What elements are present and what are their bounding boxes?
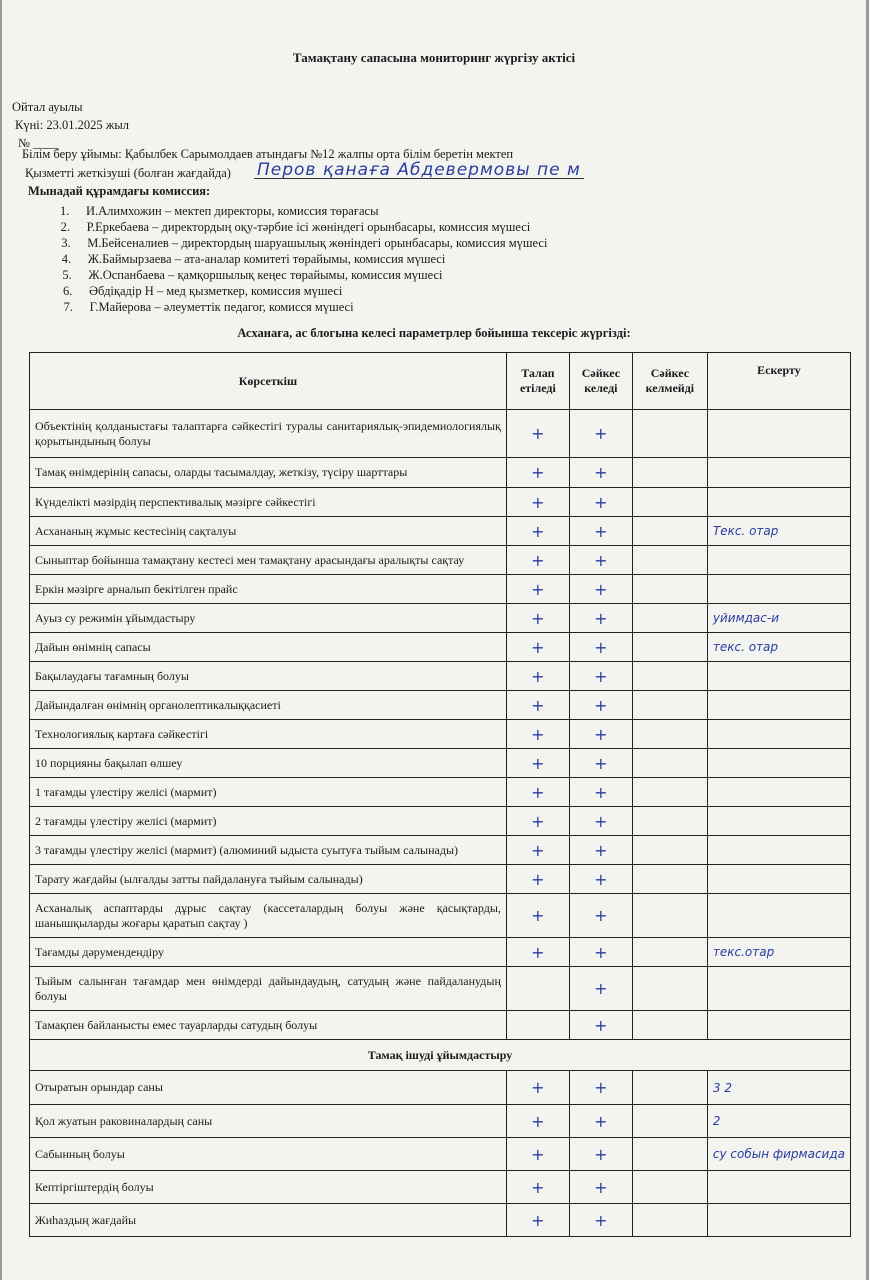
table-row [30,546,851,575]
member-text: Г.Майерова – әлеуметтік педагог, комисся мүшесі [89,300,354,314]
table-row [30,633,851,662]
required-cell: + [506,458,569,488]
provider-handwritten: Перов қанаға Абдевермовы пе м [257,160,581,180]
indicator-cell: Еркін мәзірге арналып бекітілген прайс [30,575,507,604]
required-cell [506,1011,569,1040]
note-cell: текс.отар [707,938,850,967]
note-cell [707,807,850,836]
indicator-cell: Асхананың жұмыс кестесінің сақталуы [30,517,507,546]
commission-member [60,299,547,315]
not-complies-cell [632,938,707,967]
required-cell: + [506,1071,569,1105]
member-number: 3. [61,236,71,250]
table-header-row [30,353,851,410]
note-cell [707,894,850,938]
not-complies-cell [632,458,707,488]
required-cell: + [506,691,569,720]
note-cell [707,410,850,458]
note-cell: уйимдас-и [707,604,850,633]
member-number: 4. [61,252,72,266]
note-cell [707,865,850,894]
note-cell [707,778,850,807]
indicator-cell: Тамақ өнімдерінің сапасы, оларды тасымалдау, жеткізу, түсіру шарттары [30,458,507,488]
not-complies-cell [632,633,707,662]
indicator-cell: Ауыз су режимін ұйымдастыру [30,604,507,633]
indicator-cell: Дайын өнімнің сапасы [30,633,507,662]
complies-cell: + [569,720,632,749]
act-number: № ____ [18,136,59,150]
note-cell [707,967,850,1011]
indicator-cell: 1 тағамды үлестіру желісі (мармит) [30,778,507,807]
note-cell [707,575,850,604]
indicator-cell: 2 тағамды үлестіру желісі (мармит) [30,807,507,836]
table-row [30,894,851,938]
table-row [30,967,851,1011]
document-page [2,0,866,1280]
complies-cell: + [569,749,632,778]
required-cell: + [506,865,569,894]
indicator-cell: Бақылаудағы тағамның болуы [30,662,507,691]
table-row [30,410,851,458]
commission-member [60,283,547,299]
table-row [30,749,851,778]
note-cell [707,691,850,720]
table-row [30,662,851,691]
not-complies-cell [632,575,707,604]
note-cell [707,662,850,691]
table-row [30,1204,851,1237]
complies-cell: + [569,1204,632,1237]
inspection-table [29,352,851,1237]
header-note: Ескерту [707,353,850,410]
complies-cell: + [569,807,632,836]
indicator-cell: Тарату жағдайы (ылғалды затты пайдалануға тыйым салынады) [30,865,507,894]
complies-cell: + [569,575,632,604]
complies-cell: + [569,633,632,662]
provider-underline [254,178,584,179]
indicator-cell: Асханалық аспаптарды дұрыс сақтау (кассеталардың болуы және қасықтарды, шанышқыларды жоғары қаратып сақтау ) [30,894,507,938]
member-text: Әбдіқадір Н – мед қызметкер, комиссия мүшесі [89,284,343,298]
table-row [30,1171,851,1204]
required-cell: + [506,633,569,662]
complies-cell: + [569,488,632,517]
commission-member [60,251,547,267]
indicator-cell: Тағамды дәрумендендіру [30,938,507,967]
note-cell: 3 2 [707,1071,850,1105]
complies-cell: + [569,1011,632,1040]
member-text: Ж.Оспанбаева – қамқоршылық кеңес төрайымы, комиссия мүшесі [88,268,443,282]
complies-cell: + [569,865,632,894]
indicator-cell: Жиһаздың жағдайы [30,1204,507,1237]
not-complies-cell [632,967,707,1011]
complies-cell: + [569,938,632,967]
indicator-cell: Отыратын орындар саны [30,1071,507,1105]
required-cell: + [506,488,569,517]
commission-member [60,235,547,251]
member-text: М.Бейсеналиев – директордың шаруашылық жөніндегі орынбасары, комиссия мүшесі [87,236,548,250]
village: Ойтал ауылы [12,100,83,114]
not-complies-cell [632,1105,707,1138]
table-row [30,575,851,604]
note-cell: су собын фирмасида [707,1138,850,1171]
required-cell: + [506,546,569,575]
required-cell: + [506,938,569,967]
indicator-cell: Тыйым салынған тағамдар мен өнімдерді дайындаудың, сатудың және пайдаланудың болуы [30,967,507,1011]
member-text: Р.Еркебаева – директордың оқу-тәрбие ісі жөніндегі орынбасары, комиссия мүшесі [86,220,531,234]
table-row [30,517,851,546]
note-cell [707,458,850,488]
note-cell: 2 [707,1105,850,1138]
note-cell [707,488,850,517]
not-complies-cell [632,865,707,894]
subheading-row [30,1040,851,1071]
required-cell: + [506,575,569,604]
indicator-cell: Тамақпен байланысты емес тауарларды сатудың болуы [30,1011,507,1040]
document-title: Тамақтану сапасына мониторинг жүргізу актісі [292,50,576,65]
complies-cell: + [569,836,632,865]
complies-cell: + [569,967,632,1011]
complies-cell: + [569,1171,632,1204]
indicator-cell: 3 тағамды үлестіру желісі (мармит) (алюминий ыдыста суытуға тыйым салынады) [30,836,507,865]
member-number: 7. [63,300,73,314]
not-complies-cell [632,807,707,836]
complies-cell: + [569,691,632,720]
indicator-cell: Сыныптар бойынша тамақтану кестесі мен тамақтану арасындағы аралықты сақтау [30,546,507,575]
required-cell [506,967,569,1011]
table-row [30,1071,851,1105]
complies-cell: + [569,1071,632,1105]
note-cell [707,749,850,778]
organization-line: Білім беру ұйымы: Қабылбек Сарымолдаев атындағы №12 жалпы орта білім беретін мектеп [22,147,514,161]
not-complies-cell [632,1071,707,1105]
indicator-cell: Объектінің қолданыстағы талаптарға сәйкестігі туралы санитариялық-эпидемиологиялық қорытындының болуы [30,410,507,458]
table-row [30,1138,851,1171]
table-row [30,807,851,836]
required-cell: + [506,836,569,865]
date: Күні: 23.01.2025 жыл [15,118,129,132]
commission-member [60,267,547,283]
table-row [30,865,851,894]
required-cell: + [506,517,569,546]
indicator-cell: Күнделікті мәзірдің перспективалық мәзірге сәйкестігі [30,488,507,517]
member-number: 2. [60,220,70,234]
indicator-cell: 10 порцияны бақылап өлшеу [30,749,507,778]
not-complies-cell [632,836,707,865]
indicator-cell: Технологиялық картаға сәйкестігі [30,720,507,749]
commission-member-list [60,203,547,315]
required-cell: + [506,1171,569,1204]
table-row [30,458,851,488]
note-cell [707,1171,850,1204]
header-required: Талап етіледі [506,353,569,410]
table-row [30,720,851,749]
header-complies: Сәйкес келеді [569,353,632,410]
member-number: 1. [60,204,70,218]
required-cell: + [506,778,569,807]
not-complies-cell [632,1171,707,1204]
table-row [30,691,851,720]
complies-cell: + [569,1138,632,1171]
table-row [30,778,851,807]
required-cell: + [506,749,569,778]
note-cell [707,836,850,865]
complies-cell: + [569,604,632,633]
required-cell: + [506,662,569,691]
subheading: Тамақ ішуді ұйымдастыру [30,1040,851,1071]
table-row [30,938,851,967]
table-row [30,1011,851,1040]
table-row [30,604,851,633]
complies-cell: + [569,546,632,575]
complies-cell: + [569,517,632,546]
required-cell: + [506,720,569,749]
complies-cell: + [569,1105,632,1138]
table-row [30,1105,851,1138]
note-cell: текс. отар [707,633,850,662]
member-text: И.Алимхожин – мектеп директоры, комиссия төрағасы [86,204,379,218]
not-complies-cell [632,720,707,749]
table-row [30,488,851,517]
not-complies-cell [632,1011,707,1040]
required-cell: + [506,1204,569,1237]
commission-member [60,203,547,219]
not-complies-cell [632,778,707,807]
complies-cell: + [569,410,632,458]
indicator-cell: Кептіргіштердің болуы [30,1171,507,1204]
not-complies-cell [632,410,707,458]
commission-heading: Мынадай құрамдағы комиссия: [28,184,211,198]
header-not-complies: Сәйкес келмейді [632,353,707,410]
not-complies-cell [632,1204,707,1237]
not-complies-cell [632,1138,707,1171]
indicator-cell: Қол жуатын раковиналардың саны [30,1105,507,1138]
required-cell: + [506,410,569,458]
not-complies-cell [632,749,707,778]
required-cell: + [506,894,569,938]
required-cell: + [506,604,569,633]
not-complies-cell [632,894,707,938]
required-cell: + [506,1105,569,1138]
note-cell [707,720,850,749]
member-number: 5. [62,268,72,282]
complies-cell: + [569,458,632,488]
provider-label: Қызметті жеткізуші (болған жағдайда) [25,166,231,180]
indicator-cell: Сабынның болуы [30,1138,507,1171]
member-number: 6. [63,284,73,298]
not-complies-cell [632,546,707,575]
not-complies-cell [632,488,707,517]
note-cell: Текс. отар [707,517,850,546]
table-row [30,836,851,865]
not-complies-cell [632,604,707,633]
note-cell [707,1204,850,1237]
required-cell: + [506,807,569,836]
complies-cell: + [569,778,632,807]
not-complies-cell [632,691,707,720]
required-cell: + [506,1138,569,1171]
complies-cell: + [569,662,632,691]
note-cell [707,546,850,575]
not-complies-cell [632,517,707,546]
complies-cell: + [569,894,632,938]
commission-member [60,219,547,235]
note-cell [707,1011,850,1040]
header-indicator: Көрсеткіш [30,353,507,410]
inspection-heading: Асханаға, ас блогына келесі параметрлер бойынша тексеріс жүргізді: [237,326,631,340]
not-complies-cell [632,662,707,691]
indicator-cell: Дайындалған өнімнің органолептикалыққасиеті [30,691,507,720]
member-text: Ж.Баймырзаева – ата-аналар комитеті төрайымы, комиссия мүшесі [87,252,446,266]
